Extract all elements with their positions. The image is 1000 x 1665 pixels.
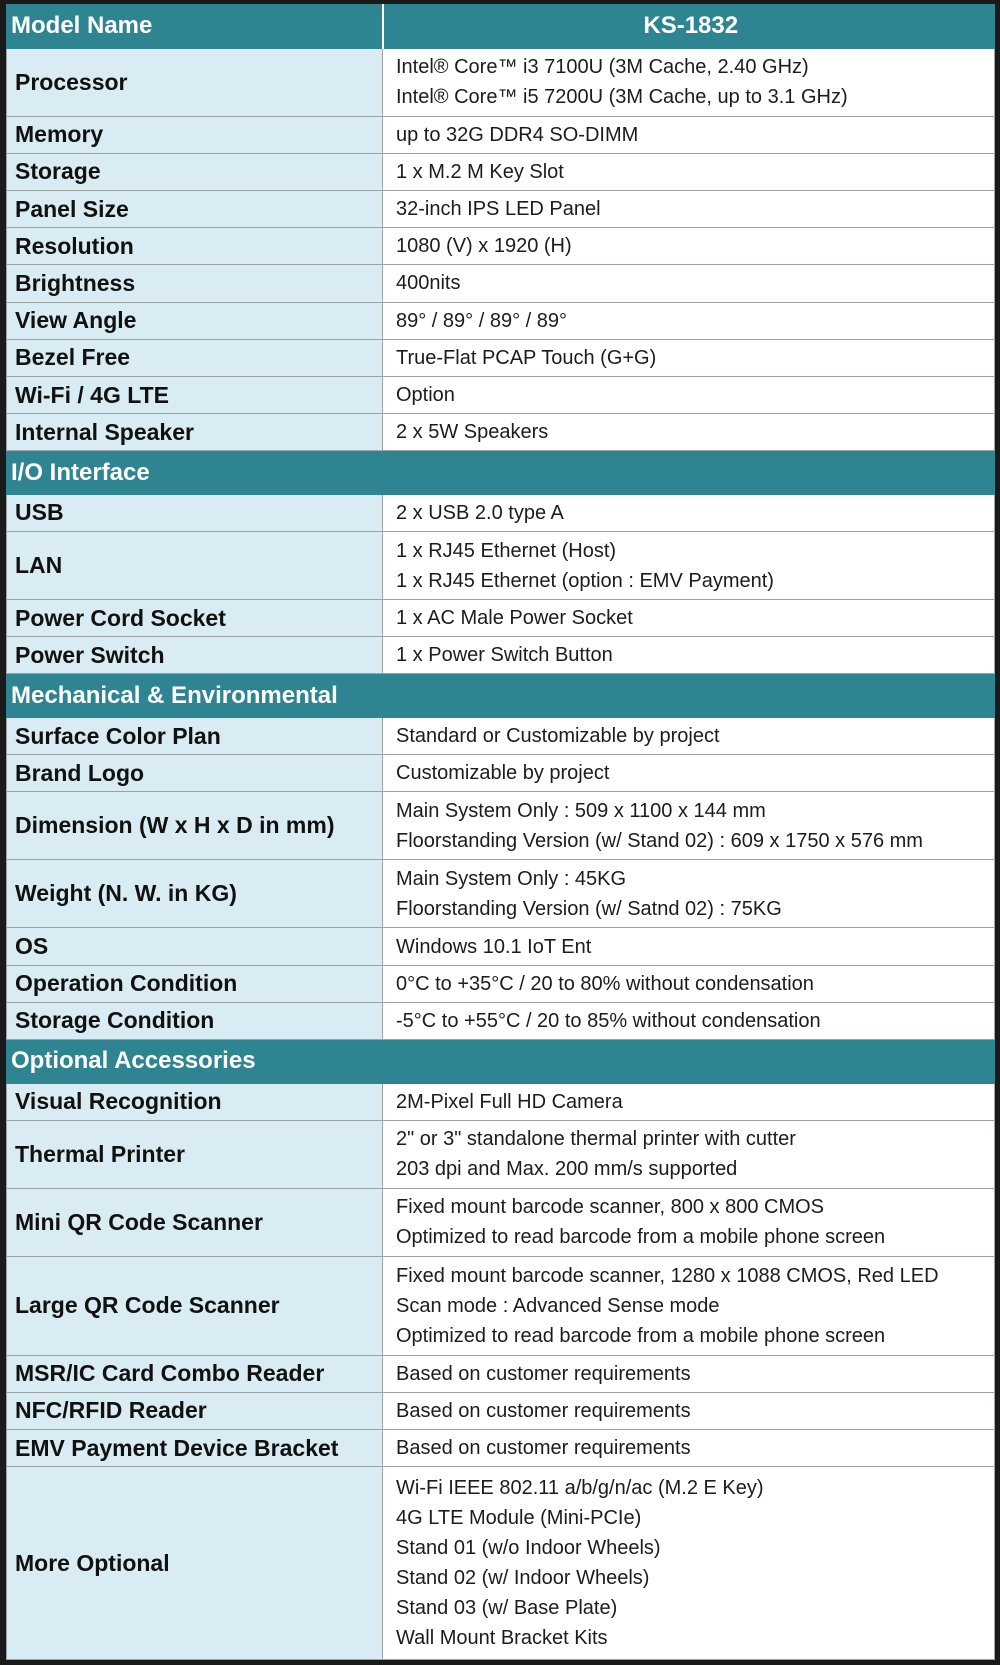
spec-value-line: Main System Only : 509 x 1100 x 144 mm [396, 799, 766, 822]
spec-row-view-angle [7, 302, 995, 339]
spec-value [383, 153, 995, 190]
spec-value [383, 494, 995, 531]
spec-value-line: Fixed mount barcode scanner, 800 x 800 CMOS [396, 1196, 825, 1219]
spec-value [383, 600, 995, 637]
spec-label: NFC/RFID Reader [7, 1392, 383, 1429]
spec-label: Brightness [7, 265, 383, 302]
spec-value-line: 2 x 5W Speakers [396, 421, 549, 444]
spec-value [383, 860, 995, 928]
spec-row-dimension-w-x-h-x-d-in-mm [7, 792, 995, 860]
spec-row-resolution [7, 228, 995, 265]
spec-row-usb [7, 494, 995, 531]
spec-value-line: Based on customer requirements [396, 1437, 691, 1460]
spec-value [383, 1083, 995, 1120]
spec-value [383, 376, 995, 413]
spec-label: Operation Condition [7, 965, 383, 1002]
spec-row-memory [7, 116, 995, 153]
spec-row-emv-payment-device-bracket [7, 1430, 995, 1467]
spec-row-storage-condition [7, 1002, 995, 1039]
spec-label: LAN [7, 532, 383, 600]
spec-label: Large QR Code Scanner [7, 1256, 383, 1355]
spec-value [383, 116, 995, 153]
spec-label: Processor [7, 48, 383, 116]
spec-row-wi-fi-4g-lte [7, 376, 995, 413]
spec-value-line: Optimized to read barcode from a mobile phone screen [396, 1324, 886, 1347]
spec-row-processor [7, 48, 995, 116]
spec-value-line: Scan mode : Advanced Sense mode [396, 1294, 720, 1317]
spec-value [383, 755, 995, 792]
header-label: Model Name [7, 5, 383, 49]
spec-value [383, 532, 995, 600]
spec-label: Weight (N. W. in KG) [7, 860, 383, 928]
spec-value-line: Optimized to read barcode from a mobile phone screen [396, 1226, 886, 1249]
spec-value-line: Windows 10.1 IoT Ent [396, 935, 592, 958]
spec-value [383, 637, 995, 674]
spec-value-line: Wi-Fi IEEE 802.11 a/b/g/n/ac (M.2 E Key) [396, 1477, 764, 1500]
spec-label: Thermal Printer [7, 1120, 383, 1188]
spec-value [383, 965, 995, 1002]
spec-row-mini-qr-code-scanner [7, 1188, 995, 1256]
spec-label: Bezel Free [7, 339, 383, 376]
spec-label: MSR/IC Card Combo Reader [7, 1355, 383, 1392]
spec-value-line: 1 x M.2 M Key Slot [396, 160, 564, 183]
spec-label: USB [7, 494, 383, 531]
spec-value-line: 400nits [396, 272, 461, 295]
spec-value-line: Main System Only : 45KG [396, 867, 627, 890]
spec-value-line: 0°C to +35°C / 20 to 80% without condensation [396, 972, 814, 995]
spec-value-line: Customizable by project [396, 762, 610, 785]
spec-value-line: 32-inch IPS LED Panel [396, 198, 601, 221]
spec-label: Storage [7, 153, 383, 190]
spec-value [383, 265, 995, 302]
spec-row-thermal-printer [7, 1120, 995, 1188]
spec-row-storage [7, 153, 995, 190]
spec-value-line: 203 dpi and Max. 200 mm/s supported [396, 1158, 738, 1181]
spec-label: Storage Condition [7, 1002, 383, 1039]
spec-label: Memory [7, 116, 383, 153]
spec-value-line: Option [396, 384, 455, 406]
spec-label: Visual Recognition [7, 1083, 383, 1120]
spec-label: View Angle [7, 302, 383, 339]
spec-row-more-optional [7, 1467, 995, 1660]
spec-label: EMV Payment Device Bracket [7, 1430, 383, 1467]
spec-row-brand-logo [7, 755, 995, 792]
spec-value-line: 1 x AC Male Power Socket [396, 607, 633, 630]
spec-value-line: Stand 02 (w/ Indoor Wheels) [396, 1567, 650, 1590]
spec-label: Internal Speaker [7, 414, 383, 451]
spec-label: Power Switch [7, 637, 383, 674]
spec-value [383, 1392, 995, 1429]
spec-value-line: 4G LTE Module (Mini-PCIe) [396, 1507, 642, 1530]
spec-value-line: 2 x USB 2.0 type A [396, 501, 564, 524]
spec-label: Surface Color Plan [7, 718, 383, 755]
spec-table [6, 4, 995, 1660]
spec-value [383, 414, 995, 451]
spec-value-line: Standard or Customizable by project [396, 725, 720, 748]
spec-label: Resolution [7, 228, 383, 265]
spec-label: OS [7, 928, 383, 965]
spec-row-large-qr-code-scanner [7, 1256, 995, 1355]
spec-label: Power Cord Socket [7, 600, 383, 637]
spec-row-power-switch [7, 637, 995, 674]
spec-value-line: Intel® Core™ i5 7200U (3M Cache, up to 3.1 GHz) [396, 86, 848, 109]
spec-label: More Optional [7, 1467, 383, 1660]
spec-row-os [7, 928, 995, 965]
spec-value-line: 2M-Pixel Full HD Camera [396, 1090, 623, 1113]
spec-row-surface-color-plan [7, 718, 995, 755]
spec-label: Mini QR Code Scanner [7, 1188, 383, 1256]
spec-row-brightness [7, 265, 995, 302]
spec-value [383, 1002, 995, 1039]
spec-value-line: 1 x RJ45 Ethernet (option : EMV Payment) [396, 569, 774, 592]
spec-value [383, 302, 995, 339]
spec-value [383, 1355, 995, 1392]
spec-row-msr-ic-card-combo-reader [7, 1355, 995, 1392]
spec-value [383, 792, 995, 860]
spec-table-body [7, 5, 995, 1660]
section-title: Optional Accessories [7, 1039, 995, 1083]
spec-row-power-cord-socket [7, 600, 995, 637]
spec-value [383, 339, 995, 376]
spec-value [383, 228, 995, 265]
spec-value-line: Stand 01 (w/o Indoor Wheels) [396, 1537, 661, 1560]
spec-value-line: Floorstanding Version (w/ Stand 02) : 609 x 1750 x 576 mm [396, 829, 923, 852]
spec-row-internal-speaker [7, 414, 995, 451]
spec-label: Brand Logo [7, 755, 383, 792]
spec-value [383, 1256, 995, 1355]
spec-row-bezel-free [7, 339, 995, 376]
spec-value [383, 190, 995, 227]
spec-value-line: Floorstanding Version (w/ Satnd 02) : 75KG [396, 897, 782, 920]
spec-value-line: 1080 (V) x 1920 (H) [396, 235, 572, 258]
spec-value-line: Wall Mount Bracket Kits [396, 1627, 608, 1650]
spec-row-visual-recognition [7, 1083, 995, 1120]
model-name: KS-1832 [383, 5, 995, 49]
spec-label: Dimension (W x H x D in mm) [7, 792, 383, 860]
spec-value-line: 1 x Power Switch Button [396, 644, 613, 667]
spec-value-line: Stand 03 (w/ Base Plate) [396, 1597, 618, 1620]
spec-value [383, 1188, 995, 1256]
spec-value [383, 1467, 995, 1660]
spec-value-line: 2" or 3" standalone thermal printer with cutter [396, 1128, 796, 1151]
spec-value-line: Fixed mount barcode scanner, 1280 x 1088 CMOS, Red LED [396, 1264, 939, 1287]
section-header-mechanical-environmental [7, 674, 995, 718]
spec-label: Panel Size [7, 190, 383, 227]
spec-value-line: 89° / 89° / 89° / 89° [396, 309, 567, 332]
spec-value-line: Intel® Core™ i3 7100U (3M Cache, 2.40 GHz) [396, 56, 809, 79]
spec-value-line: Based on customer requirements [396, 1362, 691, 1385]
spec-value [383, 1430, 995, 1467]
spec-row-lan [7, 532, 995, 600]
spec-value [383, 1120, 995, 1188]
section-title: Mechanical & Environmental [7, 674, 995, 718]
spec-value-line: 1 x RJ45 Ethernet (Host) [396, 539, 617, 562]
spec-value-line: True-Flat PCAP Touch (G+G) [396, 346, 657, 369]
spec-row-weight-n-w-in-kg [7, 860, 995, 928]
spec-value [383, 48, 995, 116]
section-header-i-o-interface [7, 451, 995, 495]
spec-value-line: up to 32G DDR4 SO-DIMM [396, 123, 639, 146]
spec-label: Wi-Fi / 4G LTE [7, 376, 383, 413]
spec-value [383, 718, 995, 755]
spec-value-line: -5°C to +55°C / 20 to 85% without condensation [396, 1009, 821, 1032]
spec-row-nfc-rfid-reader [7, 1392, 995, 1429]
spec-value [383, 928, 995, 965]
spec-value-line: Based on customer requirements [396, 1399, 691, 1422]
table-header-row [7, 5, 995, 49]
section-title: I/O Interface [7, 451, 995, 495]
spec-row-operation-condition [7, 965, 995, 1002]
section-header-optional-accessories [7, 1039, 995, 1083]
spec-row-panel-size [7, 190, 995, 227]
